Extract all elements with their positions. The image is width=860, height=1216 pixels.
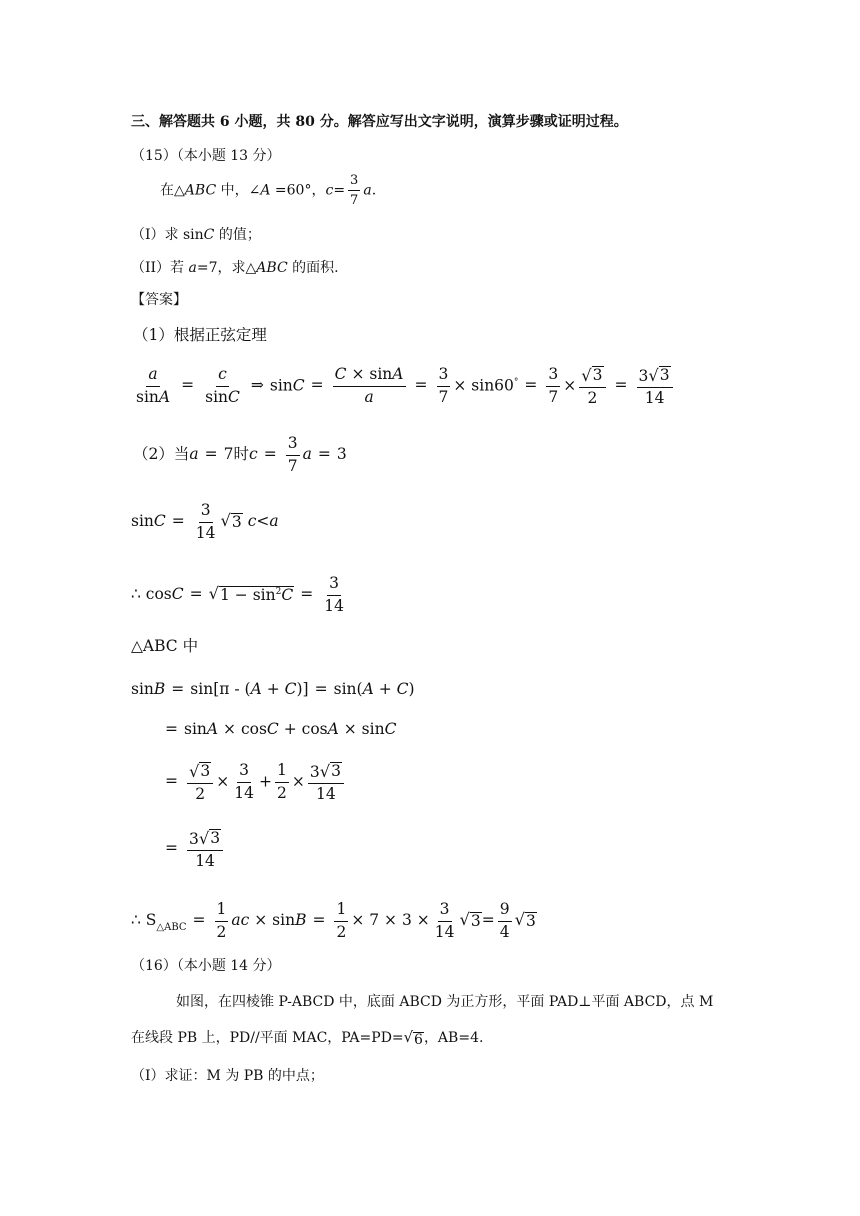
step1-label: （1）根据正弦定理 [133,326,267,344]
sinB-substitution: = √ 3 2 × $\frac{3}{14}$ + $\frac{1}{2}$ × 3 √ 3 14 [165,762,347,803]
law-of-sines-formula: $\frac{a}{\sin A}$ = $\frac{c}{\sin C}$ ⇒ sinC = $\frac{C \times \sin A}{a}$ = $\frac{3}{7}$ × sin60° = $\frac{3}{7}$ × √ 3 2 = 3 √ 3 14 [131,366,676,407]
sinC-value: sinC = $\frac{3}{14}$ √ 3 c<a [131,501,279,542]
q16-stem-line1: 如图，在四棱锥 P-ABCD 中，底面 ABCD 为正方形，平面 PAD⊥平面 ABCD，点 M [176,994,714,1010]
sinB-expansion: sinB = sin[π - (A + C)] = sin(A + C) [131,680,415,698]
step2-formula: （2）当a = 7时c = $\frac{3}{7}$ a = 3 [133,434,347,475]
area-formula: ∴ $S_{\triangle ABC}$ = $\frac{1}{2}$ ac × sinB = $\frac{1}{2}$ × 7 × 3 × $\frac{3}{14}$ √ 3 = $\frac{9}{4}$ √ 3 [131,900,536,941]
q16-stem-line2: 在线段 PB 上，PD//平面 MAC，PA=PD= √ 6 ，AB=4. [131,1029,484,1048]
q15-part2: （II）若 a=7，求△ABC 的面积. [131,260,339,276]
q15-stem: 在△ABC 中，∠A =60°，c= $\frac{3}{7}$ a. [160,173,377,208]
q15-label: （15）（本小题 13 分） [131,148,281,164]
sinB-result: = 3 √ 3 14 [165,829,226,870]
q16-label: （16）（本小题 14 分） [131,958,281,974]
answer-label: 【答案】 [131,292,187,308]
section-heading: 三、解答题共 6 小题，共 80 分。解答应写出文字说明，演算步骤或证明过程。 [131,114,628,130]
q15-part1: （I）求 sinC 的值； [131,227,261,243]
sinB-sum-formula: = sinA × cosC + cosA × sinC [165,720,397,738]
q16-part1: （I）求证：M 为 PB 的中点； [131,1068,324,1084]
triangle-label: △ABC 中 [131,637,199,655]
cosC-value: ∴ cosC = √ $1 - \sin^2C$ = $\frac{3}{14}$ [131,574,344,615]
